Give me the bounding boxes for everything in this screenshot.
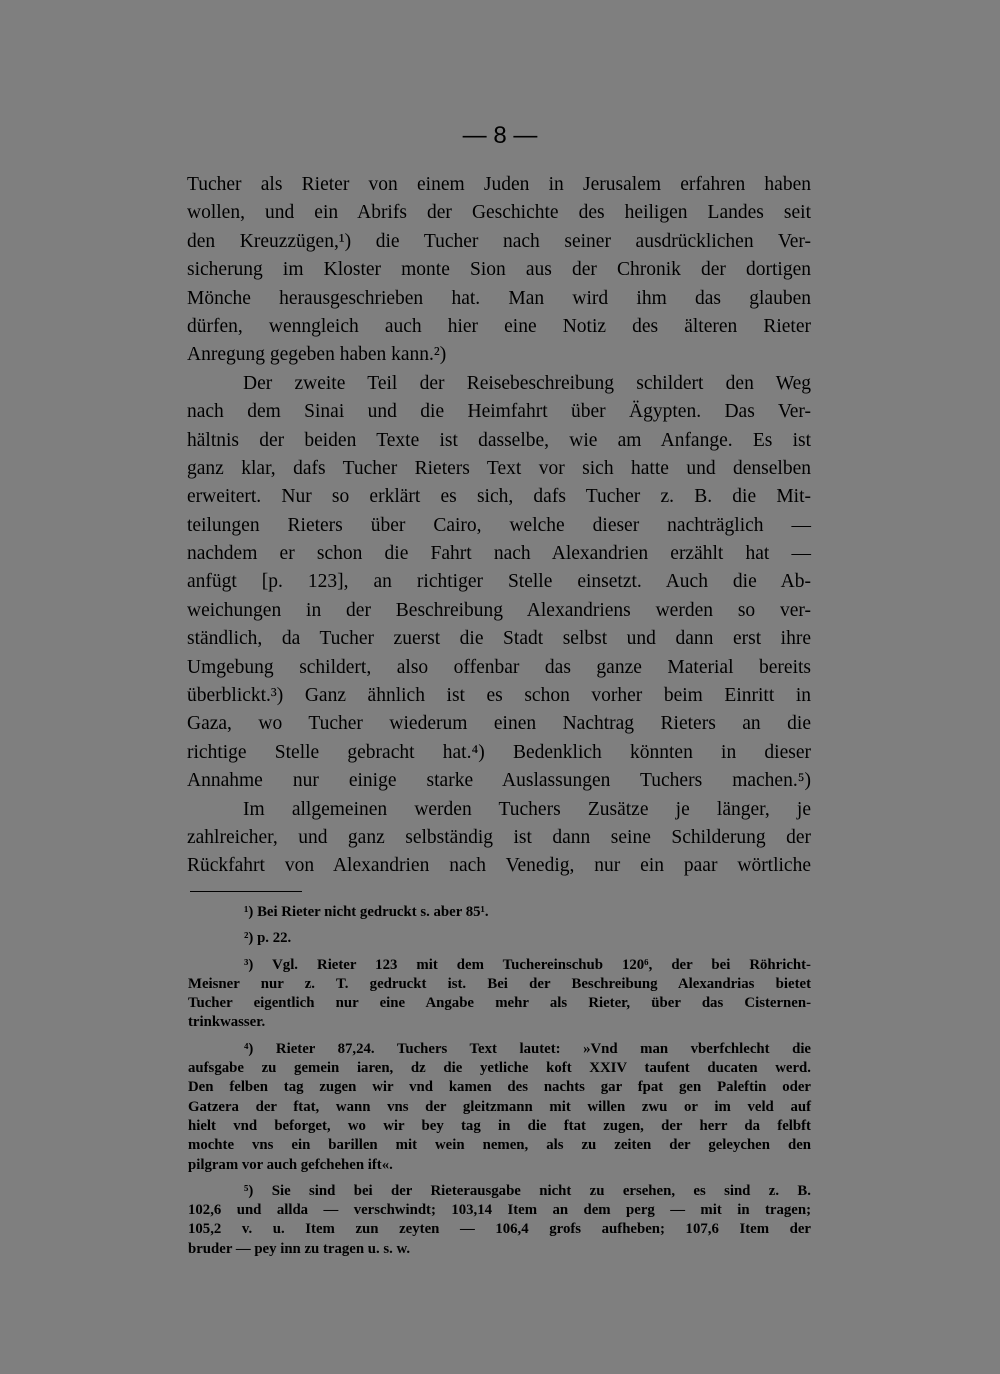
body-text bbox=[187, 171, 811, 881]
footnote-line: ¹) Bei Rieter nicht gedruckt s. aber 85¹. bbox=[244, 904, 489, 920]
footnote-line: Tucher eigentlich nur eine Angabe mehr als Rieter, über das Cisternen- bbox=[188, 995, 811, 1012]
footnote-line: ³) Vgl. Rieter 123 mit dem Tuchereinschub 120⁶, der bei Röhricht- bbox=[244, 956, 811, 973]
text-line: Gaza, wo Tucher wiederum einen Nachtrag Rieters an die bbox=[187, 713, 811, 735]
text-line: wollen, und ein Abrifs der Geschichte des heiligen Landes seit bbox=[187, 202, 811, 224]
text-line: hältnis der beiden Texte ist dasselbe, wie am Anfange. Es ist bbox=[187, 429, 811, 451]
text-line: Rückfahrt von Alexandrien nach Venedig, nur ein paar wörtliche bbox=[187, 855, 811, 877]
text-line: erweitert. Nur so erklärt es sich, dafs Tucher z. B. die Mit- bbox=[187, 486, 811, 508]
footnote-line: aufsgabe zu gemein iaren, dz die yetliche koft XXIV taufent ducaten werd. bbox=[188, 1060, 811, 1077]
text-line: Im allgemeinen werden Tuchers Zusätze je länger, je bbox=[243, 798, 811, 820]
text-line: Umgebung schildert, also offenbar das ganze Material bereits bbox=[187, 656, 811, 678]
text-line: Tucher als Rieter von einem Juden in Jerusalem erfahren haben bbox=[187, 174, 811, 195]
text-line: Annahme nur einige starke Auslassungen Tuchers machen.⁵) bbox=[187, 770, 811, 792]
footnote-line: ⁴) Rieter 87,24. Tuchers Text lautet: »Vnd man vberfchlecht die bbox=[244, 1040, 811, 1057]
footnote-line: 105,2 v. u. Item zun zeyten — 106,4 grofs aufheben; 107,6 Item der bbox=[188, 1221, 811, 1238]
footnote-line: Den felben tag zugen wir vnd kamen des nachts gar fpat gen Paleftin oder bbox=[188, 1079, 811, 1096]
text-line: sicherung im Kloster monte Sion aus der Chronik der dortigen bbox=[187, 259, 811, 281]
text-line: teilungen Rieters über Cairo, welche dieser nachträglich — bbox=[187, 514, 811, 536]
text-line: den Kreuzzügen,¹) die Tucher nach seiner ausdrücklichen Ver- bbox=[187, 230, 811, 252]
text-line: anfügt [p. 123], an richtiger Stelle einsetzt. Auch die Ab- bbox=[187, 571, 811, 593]
footnote-line: ²) p. 22. bbox=[244, 930, 292, 947]
text-line: Mönche herausgeschrieben hat. Man wird ihm das glauben bbox=[187, 287, 811, 309]
text-line: nach dem Sinai und die Heimfahrt über Ägypten. Das Ver- bbox=[187, 401, 811, 423]
footnote-divider bbox=[190, 891, 302, 892]
footnote-line: 102,6 und allda — verschwindt; 103,14 Item an dem perg — mit in tragen; bbox=[188, 1202, 811, 1219]
footnote-line: ⁵) Sie sind bei der Rieterausgabe nicht zu ersehen, es sind z. B. bbox=[244, 1182, 811, 1199]
footnote-line: Gatzera der ftat, wann vns der gleitzmann mit willen zwu or im veld auf bbox=[188, 1098, 811, 1115]
footnote-line: bruder — pey inn zu tragen u. s. w. bbox=[188, 1240, 411, 1257]
text-line: Anregung gegeben haben kann.²) bbox=[187, 344, 447, 366]
footnote-line: hielt vnd beforget, wo wir bey tag in die ftat zugen, der herr da felbft bbox=[188, 1117, 811, 1134]
text-line: ganz klar, dafs Tucher Rieters Text vor sich hatte und denselben bbox=[187, 457, 811, 479]
page-number: — 8 — bbox=[462, 122, 538, 149]
footnote-line: mochte vns ein barillen mit wein nemen, als zu zeiten der geleychen den bbox=[188, 1137, 811, 1154]
footnote-line: Meisner nur z. T. gedruckt ist. Bei der Beschreibung Alexandrias bietet bbox=[188, 975, 811, 992]
text-line: weichungen in der Beschreibung Alexandriens werden so ver- bbox=[187, 599, 811, 621]
footnote-line: trinkwasser. bbox=[188, 1014, 266, 1031]
text-line: überblickt.³) Ganz ähnlich ist es schon vorher beim Einritt in bbox=[187, 685, 811, 707]
text-line: Der zweite Teil der Reisebeschreibung schildert den Weg bbox=[243, 372, 811, 394]
text-line: richtige Stelle gebracht hat.⁴) Bedenklich könnten in dieser bbox=[187, 741, 811, 763]
footnote-line: pilgram vor auch gefchehen ift«. bbox=[188, 1156, 393, 1173]
footnotes bbox=[188, 903, 811, 1259]
text-line: dürfen, wenngleich auch hier eine Notiz des älteren Rieter bbox=[187, 315, 811, 337]
text-line: zahlreicher, und ganz selbständig ist dann seine Schilderung der bbox=[187, 826, 811, 848]
text-line: ständlich, da Tucher zuerst die Stadt selbst und dann erst ihre bbox=[187, 628, 811, 650]
text-line: nachdem er schon die Fahrt nach Alexandrien erzählt hat — bbox=[187, 543, 811, 565]
